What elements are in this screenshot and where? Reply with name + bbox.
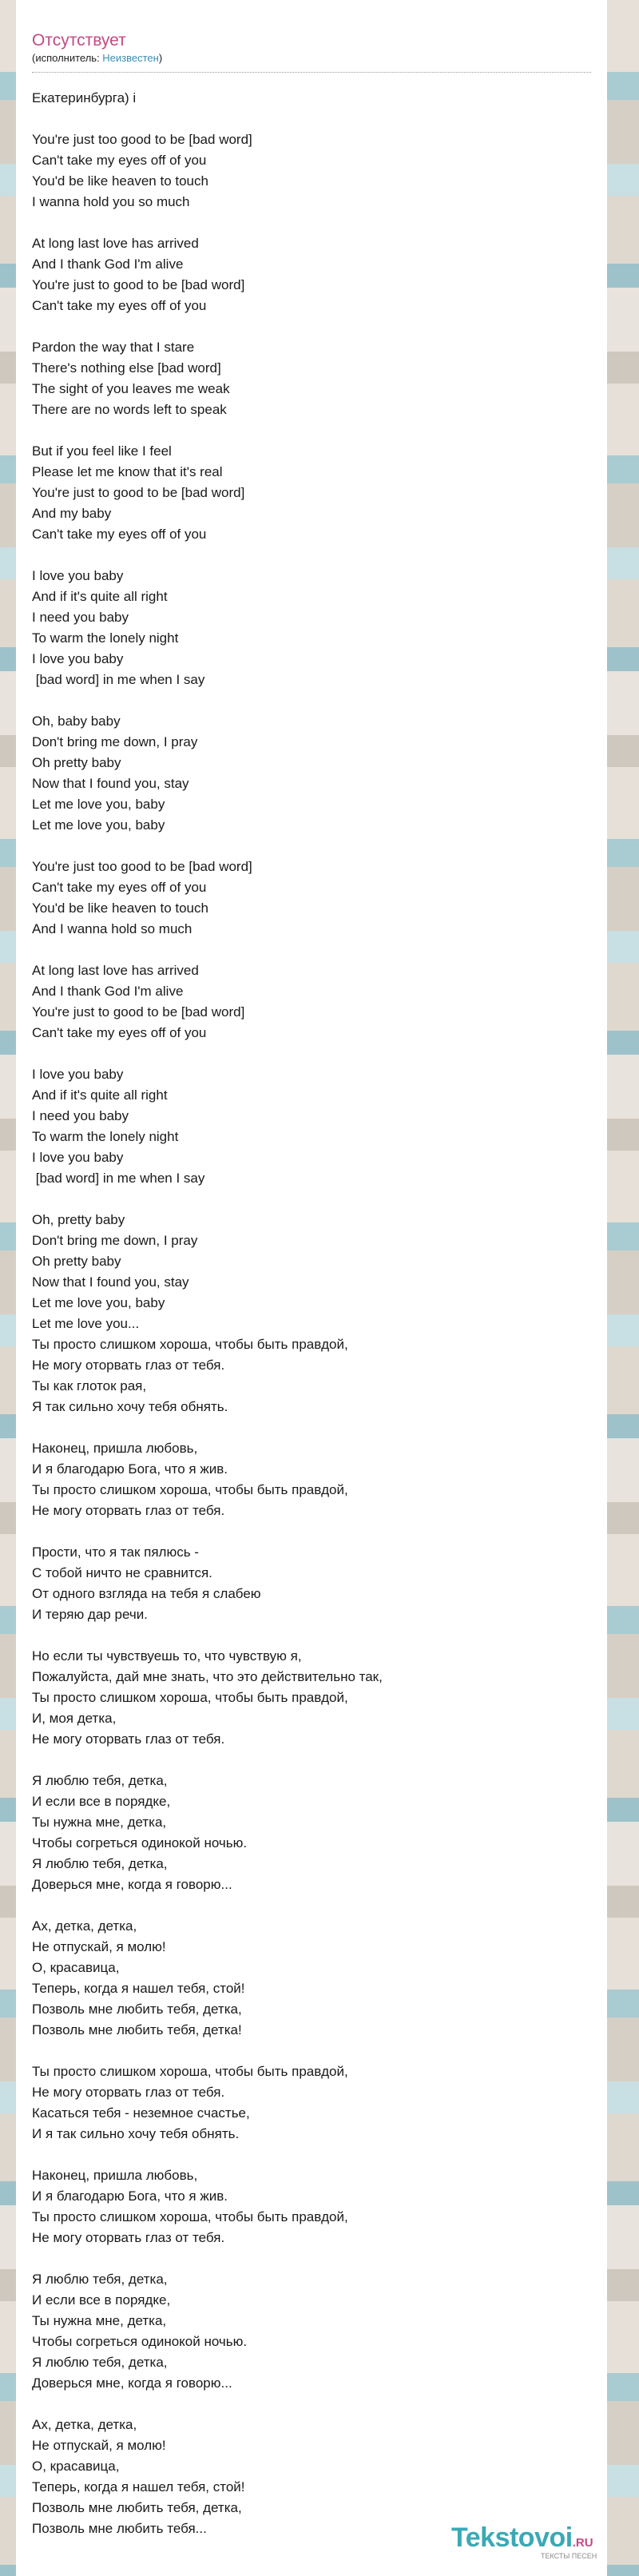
lyric-line: Я люблю тебя, детка,	[32, 2355, 168, 2370]
lyric-line: Доверься мне, когда я говорю...	[32, 1877, 232, 1892]
stanza-gap	[32, 2145, 591, 2165]
stanza-gap	[32, 1189, 591, 1210]
lyric-line: От одного взгляда на тебя я слабею	[32, 1586, 261, 1601]
lyric-line: There are no words left to speak	[32, 402, 227, 417]
lyric-line: Can't take my eyes off of you	[32, 527, 207, 542]
lyric-line: И я благодарю Бога, что я жив.	[32, 2188, 228, 2204]
lyric-line: Can't take my eyes off of you	[32, 880, 207, 895]
lyric-line: Я люблю тебя, детка,	[32, 1773, 168, 1788]
lyric-line: Позволь мне любить тебя, детка!	[32, 2022, 242, 2037]
lyric-line: Не отпускай, я молю!	[32, 2438, 166, 2453]
lyrics-page	[16, 0, 607, 2576]
logo-tld: .RU	[572, 2536, 593, 2550]
lyric-line: Ты просто слишком хороша, чтобы быть правдой,	[32, 1482, 348, 1497]
lyric-line: And my baby	[32, 506, 112, 521]
lyric-line: And I thank God I'm alive	[32, 984, 184, 999]
lyric-line: Now that I found you, stay	[32, 1274, 189, 1290]
lyric-line: You'd be like heaven to touch	[32, 173, 208, 189]
lyric-line: Позволь мне любить тебя, детка,	[32, 2500, 242, 2515]
lyric-line: Let me love you...	[32, 1316, 140, 1331]
lyric-line: И если все в порядке,	[32, 2292, 171, 2308]
lyric-line: Ты как глоток рая,	[32, 1378, 147, 1393]
stanza-gap	[32, 545, 591, 566]
stanza-gap	[32, 316, 591, 337]
lyric-line: At long last love has arrived	[32, 236, 199, 251]
lyric-line: [bad word] in me when I say	[32, 1171, 205, 1186]
lyric-line: Наконец, пришла любовь,	[32, 2168, 198, 2183]
lyric-line: Oh, baby baby	[32, 714, 121, 729]
lyric-line: Let me love you, baby	[32, 817, 165, 833]
song-artist-line	[32, 51, 162, 66]
lyric-line: I love you baby	[32, 651, 124, 666]
logo-name: Tekstovoi	[451, 2522, 573, 2553]
lyric-line: Don't bring me down, I pray	[32, 1233, 198, 1248]
lyric-line: И, моя детка,	[32, 1711, 117, 1726]
artist-suffix: )	[158, 52, 163, 64]
lyric-line: Ты нужна мне, детка,	[32, 2313, 167, 2328]
lyric-line: Касаться тебя - неземное счастье,	[32, 2105, 250, 2121]
lyric-line: Can't take my eyes off of you	[32, 298, 207, 313]
stanza-gap	[32, 213, 591, 233]
lyric-line: Не могу оторвать глаз от тебя.	[32, 1358, 225, 1373]
lyric-line: Let me love you, baby	[32, 1295, 165, 1310]
lyric-line: Now that I found you, stay	[32, 776, 189, 791]
lyric-line: And if it's quite all right	[32, 1087, 168, 1103]
stanza-gap	[32, 109, 591, 129]
lyric-line: Ты просто слишком хороша, чтобы быть правдой,	[32, 2209, 348, 2224]
lyric-line: You're just too good to be [bad word]	[32, 859, 252, 874]
song-header	[32, 30, 162, 66]
lyric-line: Ты нужна мне, детка,	[32, 1815, 167, 1830]
lyric-line: И я так сильно хочу тебя обнять.	[32, 2126, 240, 2141]
lyric-line: Наконец, пришла любовь,	[32, 1441, 198, 1456]
lyric-line: Can't take my eyes off of you	[32, 153, 207, 168]
lyric-line: Ах, детка, детка,	[32, 1918, 137, 1934]
lyric-line: You'd be like heaven to touch	[32, 900, 208, 916]
stanza-gap	[32, 1895, 591, 1916]
lyric-line: But if you feel like I feel	[32, 443, 172, 459]
lyric-line: You're just to good to be [bad word]	[32, 277, 245, 292]
lyric-line: Я люблю тебя, детка,	[32, 2272, 168, 2287]
logo-tagline: ТЕКСТЫ ПЕСЕН	[541, 2552, 597, 2560]
lyric-line: Ты просто слишком хороша, чтобы быть правдой,	[32, 1690, 348, 1705]
lyric-line: И теряю дар речи.	[32, 1607, 148, 1622]
lyric-line: I love you baby	[32, 1067, 124, 1082]
lyric-line: Теперь, когда я нашел тебя, стой!	[32, 2479, 245, 2495]
lyric-line: To warm the lonely night	[32, 630, 179, 646]
stanza-gap	[32, 1750, 591, 1771]
lyric-line: Позволь мне любить тебя...	[32, 2521, 207, 2536]
lyric-line: And I thank God I'm alive	[32, 256, 184, 272]
lyrics-text	[32, 88, 591, 2539]
artist-link[interactable]: Неизвестен	[102, 52, 159, 64]
lyric-line: Не могу оторвать глаз от тебя.	[32, 1731, 225, 1747]
lyric-line: Чтобы согреться одинокой ночью.	[32, 1835, 248, 1851]
stanza-gap	[32, 2248, 591, 2269]
artist-prefix: (исполнитель:	[32, 52, 103, 64]
lyric-line: Ах, детка, детка,	[32, 2417, 137, 2432]
lyric-line: You're just to good to be [bad word]	[32, 485, 245, 500]
lyric-line: I need you baby	[32, 610, 129, 625]
lyric-line: И я благодарю Бога, что я жив.	[32, 1461, 228, 1477]
lyric-line: Oh pretty baby	[32, 755, 121, 770]
lyric-line: Пожалуйста, дай мне знать, что это действительно так,	[32, 1669, 383, 1684]
lyric-line: Позволь мне любить тебя, детка,	[32, 2002, 242, 2017]
lyric-line: I love you baby	[32, 1150, 124, 1165]
lyric-line: The sight of you leaves me weak	[32, 381, 230, 396]
lyric-line: Я люблю тебя, детка,	[32, 1856, 168, 1871]
lyric-line: Ты просто слишком хороша, чтобы быть правдой,	[32, 1337, 348, 1352]
lyric-line: Don't bring me down, I pray	[32, 734, 198, 749]
stanza-gap	[32, 1044, 591, 1064]
stanza-gap	[32, 420, 591, 441]
stanza-gap	[32, 2394, 591, 2415]
lyric-line: You're just to good to be [bad word]	[32, 1004, 245, 1020]
stanza-gap	[32, 1625, 591, 1646]
stanza-gap	[32, 1417, 591, 1438]
stanza-gap	[32, 940, 591, 960]
lyric-line: I need you baby	[32, 1108, 129, 1123]
lyric-line: Я так сильно хочу тебя обнять.	[32, 1399, 228, 1414]
lyric-line: Не могу оторвать глаз от тебя.	[32, 1503, 225, 1518]
lyric-line: И если все в порядке,	[32, 1794, 171, 1809]
stanza-gap	[32, 2041, 591, 2061]
lyric-line: О, красавица,	[32, 1960, 120, 1975]
lyric-line: There's nothing else [bad word]	[32, 360, 221, 376]
lyric-line: Не могу оторвать глаз от тебя.	[32, 2085, 225, 2100]
lyric-line: I wanna hold you so much	[32, 194, 190, 209]
lyric-line: [bad word] in me when I say	[32, 672, 205, 687]
lyric-line: And I wanna hold so much	[32, 921, 192, 936]
stanza-gap	[32, 836, 591, 857]
lyric-line: Доверься мне, когда я говорю...	[32, 2375, 232, 2391]
lyric-line: Can't take my eyes off of you	[32, 1025, 207, 1040]
lyric-line: Не могу оторвать глаз от тебя.	[32, 2230, 225, 2245]
lyric-line: Ты просто слишком хороша, чтобы быть правдой,	[32, 2064, 348, 2079]
lyric-line: And if it's quite all right	[32, 589, 168, 604]
header-divider	[32, 72, 591, 73]
lyric-line: С тобой ничто не сравнится.	[32, 1565, 212, 1580]
lyric-line: At long last love has arrived	[32, 963, 199, 978]
stanza-gap	[32, 690, 591, 711]
lyric-line: О, красавица,	[32, 2459, 120, 2474]
lyric-line: Please let me know that it's real	[32, 464, 223, 479]
song-title: Отсутствует	[32, 31, 126, 50]
lyric-line: Oh, pretty baby	[32, 1212, 125, 1227]
lyric-line: I love you baby	[32, 568, 124, 583]
lyric-line: Екатеринбурга) i	[32, 90, 137, 105]
lyric-line: Теперь, когда я нашел тебя, стой!	[32, 1981, 245, 1996]
lyric-line: Pardon the way that I stare	[32, 340, 195, 355]
stanza-gap	[32, 1521, 591, 1542]
lyric-line: Не отпускай, я молю!	[32, 1939, 166, 1954]
lyric-line: Чтобы согреться одинокой ночью.	[32, 2334, 248, 2349]
site-logo[interactable]	[451, 2522, 597, 2560]
lyric-line: To warm the lonely night	[32, 1129, 179, 1144]
lyric-line: Прости, что я так пялюсь -	[32, 1544, 199, 1560]
lyric-line: You're just too good to be [bad word]	[32, 132, 252, 147]
lyric-line: Let me love you, baby	[32, 797, 165, 812]
lyric-line: Но если ты чувствуешь то, что чувствую я,	[32, 1648, 302, 1664]
lyric-line: Oh pretty baby	[32, 1254, 121, 1269]
